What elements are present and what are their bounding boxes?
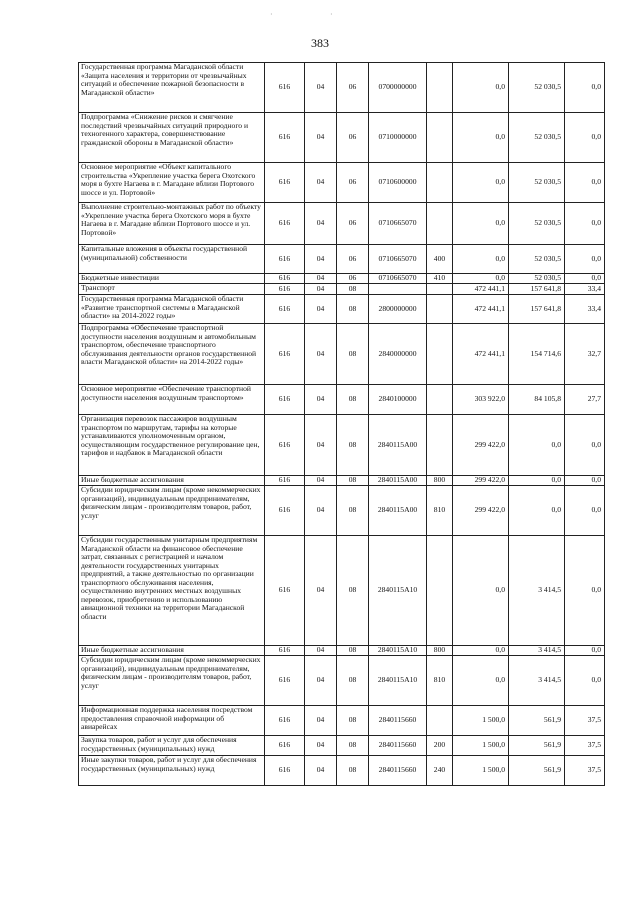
cell-expense-type xyxy=(427,295,453,324)
cell-ministry-code: 616 xyxy=(265,536,305,646)
cell-percent: 0,0 xyxy=(565,486,605,536)
cell-planned: 0,0 xyxy=(453,203,509,245)
cell-percent: 33,4 xyxy=(565,295,605,324)
cell-executed: 52 030,5 xyxy=(509,203,565,245)
cell-subsection: 08 xyxy=(337,486,369,536)
cell-ministry-code: 616 xyxy=(265,646,305,656)
cell-target-article: 0710665070 xyxy=(369,274,427,284)
cell-target-article: 0710600000 xyxy=(369,163,427,203)
cell-section: 04 xyxy=(305,486,337,536)
cell-executed: 0,0 xyxy=(509,476,565,486)
cell-subsection: 08 xyxy=(337,536,369,646)
cell-section: 04 xyxy=(305,385,337,415)
cell-section: 04 xyxy=(305,203,337,245)
cell-planned: 472 441,1 xyxy=(453,295,509,324)
cell-section: 04 xyxy=(305,656,337,706)
cell-target-article: 0710665070 xyxy=(369,245,427,274)
cell-subsection: 06 xyxy=(337,163,369,203)
cell-expense-type xyxy=(427,385,453,415)
cell-executed: 52 030,5 xyxy=(509,274,565,284)
table-row xyxy=(79,706,605,736)
table-row xyxy=(79,113,605,163)
cell-executed: 157 641,8 xyxy=(509,295,565,324)
cell-subsection: 08 xyxy=(337,706,369,736)
cell-name: Основное мероприятие «Объект капитального строительства «Укрепление участка берега Охотского моря в бухте Нагаева в г. Магадане вблизи Портового шоссе и ул. Портовой» xyxy=(79,163,265,203)
cell-section: 04 xyxy=(305,476,337,486)
cell-planned: 0,0 xyxy=(453,646,509,656)
cell-ministry-code: 616 xyxy=(265,113,305,163)
table-body xyxy=(79,63,605,786)
cell-expense-type: 240 xyxy=(427,756,453,786)
cell-planned: 472 441,1 xyxy=(453,324,509,385)
cell-percent: 27,7 xyxy=(565,385,605,415)
cell-percent: 0,0 xyxy=(565,274,605,284)
cell-subsection: 06 xyxy=(337,203,369,245)
table-row xyxy=(79,63,605,113)
cell-expense-type: 810 xyxy=(427,486,453,536)
cell-section: 04 xyxy=(305,536,337,646)
cell-expense-type xyxy=(427,203,453,245)
cell-target-article: 2840115А00 xyxy=(369,415,427,476)
cell-percent: 0,0 xyxy=(565,163,605,203)
cell-section: 04 xyxy=(305,646,337,656)
cell-section: 04 xyxy=(305,113,337,163)
cell-planned: 0,0 xyxy=(453,113,509,163)
cell-name: Государственная программа Магаданской области «Развитие транспортной системы в Магаданской области» на 2014-2022 годы» xyxy=(79,295,265,324)
cell-subsection: 06 xyxy=(337,63,369,113)
cell-executed: 52 030,5 xyxy=(509,113,565,163)
cell-percent: 37,5 xyxy=(565,756,605,786)
cell-subsection: 06 xyxy=(337,274,369,284)
cell-section: 04 xyxy=(305,274,337,284)
cell-planned: 1 500,0 xyxy=(453,706,509,736)
cell-ministry-code: 616 xyxy=(265,63,305,113)
cell-target-article: 2800000000 xyxy=(369,295,427,324)
table-row xyxy=(79,476,605,486)
cell-executed: 0,0 xyxy=(509,486,565,536)
cell-planned: 0,0 xyxy=(453,63,509,113)
cell-name: Иные бюджетные ассигнования xyxy=(79,476,265,486)
cell-name: Субсидии юридическим лицам (кроме некоммерческих организаций), индивидуальным предпринимателям, физическим лицам - производителям товаров, работ, услуг xyxy=(79,486,265,536)
cell-planned: 0,0 xyxy=(453,274,509,284)
budget-table xyxy=(78,62,605,786)
cell-ministry-code: 616 xyxy=(265,324,305,385)
cell-subsection: 08 xyxy=(337,646,369,656)
table-row xyxy=(79,284,605,295)
cell-section: 04 xyxy=(305,736,337,756)
cell-executed: 52 030,5 xyxy=(509,63,565,113)
cell-ministry-code: 616 xyxy=(265,385,305,415)
cell-expense-type xyxy=(427,536,453,646)
cell-planned: 0,0 xyxy=(453,536,509,646)
cell-expense-type xyxy=(427,113,453,163)
cell-percent: 0,0 xyxy=(565,536,605,646)
cell-name: Бюджетные инвестиции xyxy=(79,274,265,284)
cell-target-article: 2840115660 xyxy=(369,706,427,736)
cell-subsection: 08 xyxy=(337,385,369,415)
table-row xyxy=(79,646,605,656)
cell-section: 04 xyxy=(305,245,337,274)
table-row xyxy=(79,486,605,536)
table-row xyxy=(79,163,605,203)
cell-section: 04 xyxy=(305,163,337,203)
cell-expense-type xyxy=(427,63,453,113)
cell-executed: 154 714,6 xyxy=(509,324,565,385)
cell-name: Организация перевозок пассажиров воздушным транспортом по маршрутам, тарифы на которые устанавливаются уполномоченным органом, осуществляющим государственное регулирование цен, тарифов и надбавок в Магаданской области xyxy=(79,415,265,476)
cell-name: Подпрограмма «Снижение рисков и смягчение последствий чрезвычайных ситуаций природного и техногенного характера, совершенствование гражданской обороны в Магаданской области» xyxy=(79,113,265,163)
cell-ministry-code: 616 xyxy=(265,486,305,536)
cell-executed: 52 030,5 xyxy=(509,163,565,203)
cell-target-article: 2840115660 xyxy=(369,736,427,756)
cell-target-article: 2840115А00 xyxy=(369,476,427,486)
cell-percent: 0,0 xyxy=(565,113,605,163)
cell-expense-type: 800 xyxy=(427,476,453,486)
cell-executed: 157 641,8 xyxy=(509,284,565,295)
table-row xyxy=(79,203,605,245)
cell-planned: 299 422,0 xyxy=(453,476,509,486)
cell-subsection: 08 xyxy=(337,284,369,295)
cell-percent: 0,0 xyxy=(565,203,605,245)
cell-percent: 32,7 xyxy=(565,324,605,385)
cell-ministry-code: 616 xyxy=(265,163,305,203)
cell-target-article: 0700000000 xyxy=(369,63,427,113)
cell-target-article: 0710000000 xyxy=(369,113,427,163)
cell-name: Информационная поддержка населения посредством предоставления справочной информации об авиарейсах xyxy=(79,706,265,736)
table-row xyxy=(79,415,605,476)
table-row xyxy=(79,295,605,324)
cell-ministry-code: 616 xyxy=(265,756,305,786)
cell-ministry-code: 616 xyxy=(265,274,305,284)
cell-name: Иные закупки товаров, работ и услуг для обеспечения государственных (муниципальных) нужд xyxy=(79,756,265,786)
cell-expense-type: 810 xyxy=(427,656,453,706)
cell-target-article: 2840115А10 xyxy=(369,536,427,646)
cell-planned: 299 422,0 xyxy=(453,415,509,476)
cell-section: 04 xyxy=(305,415,337,476)
cell-ministry-code: 616 xyxy=(265,476,305,486)
cell-planned: 0,0 xyxy=(453,163,509,203)
cell-name: Подпрограмма «Обеспечение транспортной доступности населения воздушным и автомобильным транспортом, обеспечение транспортного обслуживания деятельности органов государственной власти Магаданской области» на 2014-2022 годы» xyxy=(79,324,265,385)
cell-executed: 561,9 xyxy=(509,706,565,736)
cell-ministry-code: 616 xyxy=(265,284,305,295)
cell-expense-type: 410 xyxy=(427,274,453,284)
cell-planned: 1 500,0 xyxy=(453,736,509,756)
cell-name: Основное мероприятие «Обеспечение транспортной доступности населения воздушным транспортом» xyxy=(79,385,265,415)
cell-ministry-code: 616 xyxy=(265,295,305,324)
cell-expense-type xyxy=(427,415,453,476)
cell-executed: 3 414,5 xyxy=(509,656,565,706)
cell-planned: 299 422,0 xyxy=(453,486,509,536)
scan-mark: · xyxy=(330,10,333,19)
cell-expense-type: 800 xyxy=(427,646,453,656)
cell-subsection: 06 xyxy=(337,113,369,163)
table-row xyxy=(79,245,605,274)
cell-expense-type xyxy=(427,706,453,736)
cell-ministry-code: 616 xyxy=(265,656,305,706)
cell-subsection: 06 xyxy=(337,245,369,274)
cell-executed: 84 105,8 xyxy=(509,385,565,415)
cell-ministry-code: 616 xyxy=(265,245,305,274)
cell-percent: 37,5 xyxy=(565,736,605,756)
cell-percent: 0,0 xyxy=(565,476,605,486)
cell-section: 04 xyxy=(305,756,337,786)
cell-target-article: 2840115А10 xyxy=(369,656,427,706)
cell-name: Иные бюджетные ассигнования xyxy=(79,646,265,656)
cell-name: Капитальные вложения в объекты государственной (муниципальной) собственности xyxy=(79,245,265,274)
cell-planned: 472 441,1 xyxy=(453,284,509,295)
cell-subsection: 08 xyxy=(337,324,369,385)
cell-section: 04 xyxy=(305,324,337,385)
cell-target-article: 0710665070 xyxy=(369,203,427,245)
cell-target-article: 2840000000 xyxy=(369,324,427,385)
cell-subsection: 08 xyxy=(337,656,369,706)
cell-name: Закупка товаров, работ и услуг для обеспечения государственных (муниципальных) нужд xyxy=(79,736,265,756)
cell-expense-type xyxy=(427,284,453,295)
table-row xyxy=(79,385,605,415)
cell-subsection: 08 xyxy=(337,295,369,324)
cell-ministry-code: 616 xyxy=(265,736,305,756)
table-row xyxy=(79,736,605,756)
cell-percent: 33,4 xyxy=(565,284,605,295)
cell-executed: 3 414,5 xyxy=(509,536,565,646)
scan-mark: · xyxy=(270,10,273,19)
cell-executed: 0,0 xyxy=(509,415,565,476)
cell-ministry-code: 616 xyxy=(265,415,305,476)
cell-expense-type: 400 xyxy=(427,245,453,274)
cell-subsection: 08 xyxy=(337,736,369,756)
cell-section: 04 xyxy=(305,706,337,736)
cell-target-article: 2840115А10 xyxy=(369,646,427,656)
cell-name: Выполнение строительно-монтажных работ по объекту «Укрепление участка берега Охотского моря в бухте Нагаева в г. Магадане вблизи Портового шоссе и ул. Портовой» xyxy=(79,203,265,245)
cell-name: Транспорт xyxy=(79,284,265,295)
cell-target-article: 2840115660 xyxy=(369,756,427,786)
cell-ministry-code: 616 xyxy=(265,706,305,736)
cell-executed: 52 030,5 xyxy=(509,245,565,274)
cell-planned: 0,0 xyxy=(453,656,509,706)
cell-target-article: 2840100000 xyxy=(369,385,427,415)
cell-name: Субсидии государственным унитарным предприятиям Магаданской области на финансовое обеспечение затрат, связанных с регистрацией и началом деятельности государственных унитарных предприятий, а также деятельностью по организации транспортного обслуживания населения, осуществлению внутренних местных воздушных перевозок, приобретению и использованию авиационной техники на территории Магаданской области xyxy=(79,536,265,646)
cell-section: 04 xyxy=(305,63,337,113)
cell-name: Субсидии юридическим лицам (кроме некоммерческих организаций), индивидуальным предпринимателям, физическим лицам - производителям товаров, работ, услуг xyxy=(79,656,265,706)
cell-percent: 37,5 xyxy=(565,706,605,736)
cell-executed: 3 414,5 xyxy=(509,646,565,656)
cell-subsection: 08 xyxy=(337,476,369,486)
cell-percent: 0,0 xyxy=(565,656,605,706)
table-row xyxy=(79,324,605,385)
page-number: 383 xyxy=(311,36,329,50)
cell-target-article: 2840115А00 xyxy=(369,486,427,536)
table-row xyxy=(79,756,605,786)
cell-ministry-code: 616 xyxy=(265,203,305,245)
cell-percent: 0,0 xyxy=(565,63,605,113)
cell-percent: 0,0 xyxy=(565,245,605,274)
cell-percent: 0,0 xyxy=(565,415,605,476)
cell-subsection: 08 xyxy=(337,415,369,476)
cell-name: Государственная программа Магаданской области «Защита населения и территории от чрезвычайных ситуаций и обеспечение пожарной безопасности в Магаданской области» xyxy=(79,63,265,113)
table-row xyxy=(79,274,605,284)
cell-section: 04 xyxy=(305,284,337,295)
cell-target-article xyxy=(369,284,427,295)
cell-executed: 561,9 xyxy=(509,736,565,756)
cell-section: 04 xyxy=(305,295,337,324)
cell-subsection: 08 xyxy=(337,756,369,786)
cell-expense-type: 200 xyxy=(427,736,453,756)
table-row xyxy=(79,536,605,646)
cell-expense-type xyxy=(427,324,453,385)
cell-executed: 561,9 xyxy=(509,756,565,786)
cell-planned: 303 922,0 xyxy=(453,385,509,415)
cell-planned: 0,0 xyxy=(453,245,509,274)
table-row xyxy=(79,656,605,706)
cell-planned: 1 500,0 xyxy=(453,756,509,786)
cell-expense-type xyxy=(427,163,453,203)
cell-percent: 0,0 xyxy=(565,646,605,656)
